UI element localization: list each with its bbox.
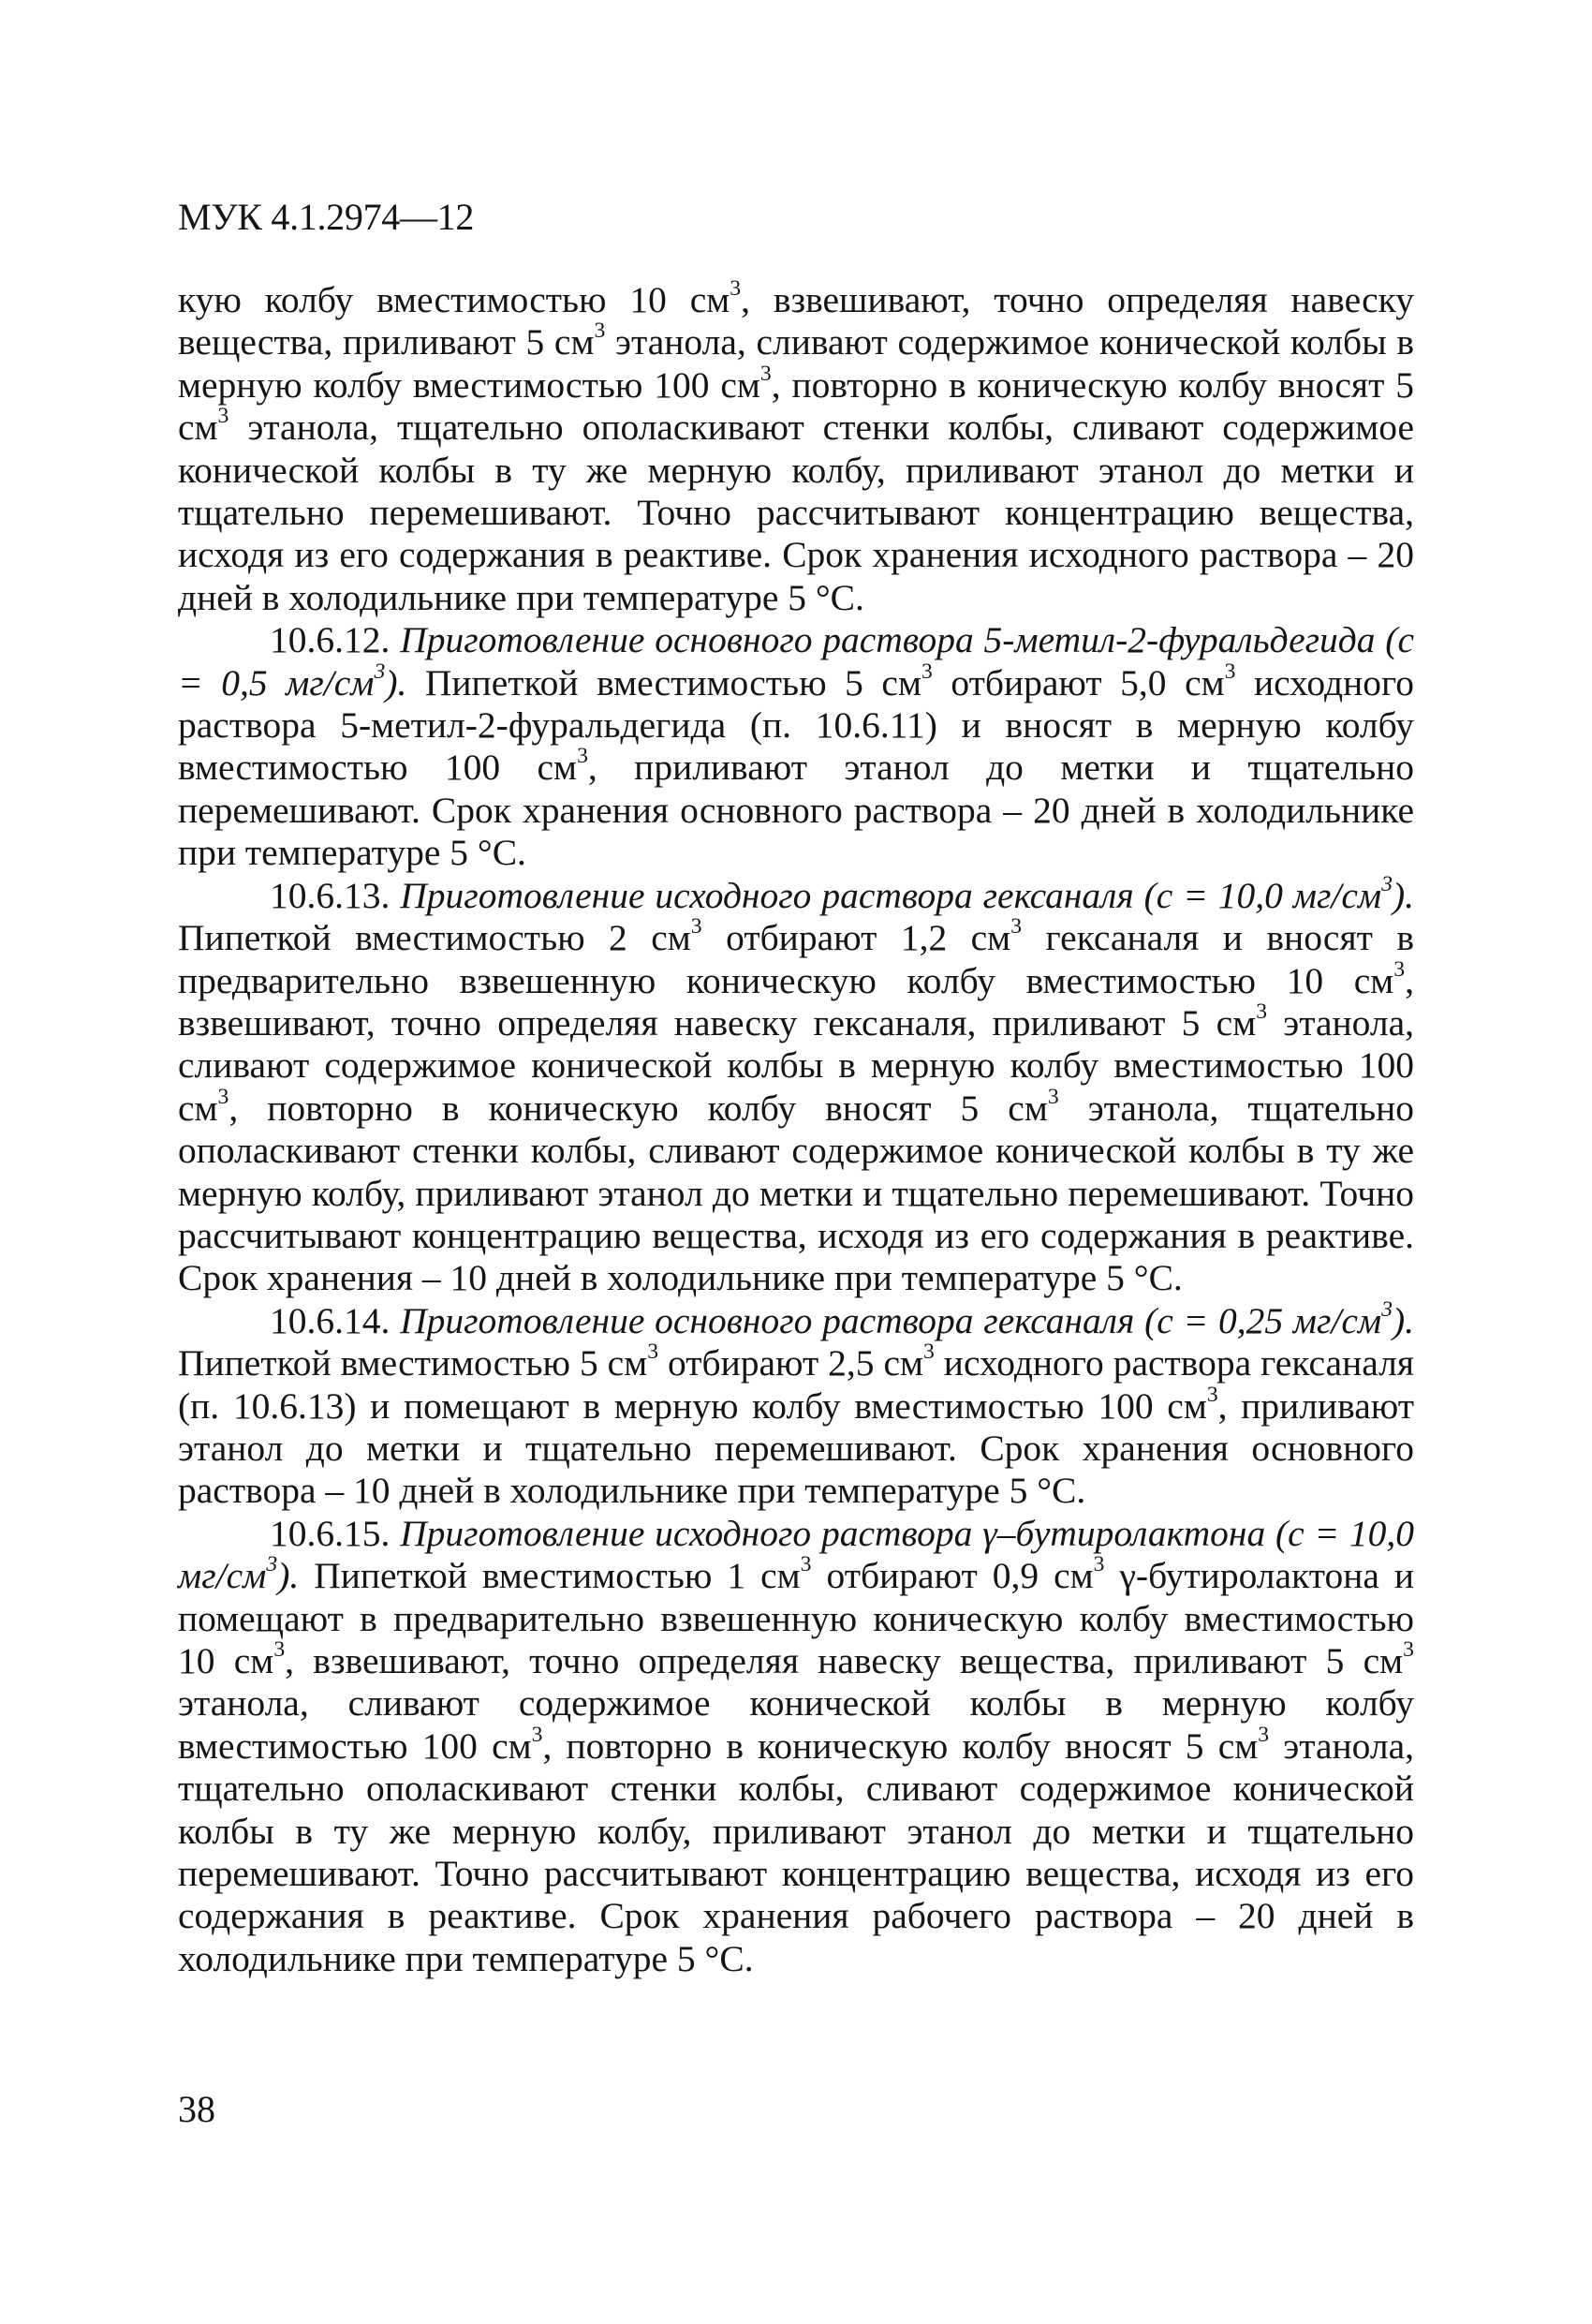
superscript: 3 [1224,659,1236,684]
superscript: 3 [1393,956,1406,982]
section-title-text: ). [1392,1299,1415,1341]
section-title [400,1296,1415,1341]
superscript: 3 [1256,999,1268,1025]
paragraph-text: , повторно в коническую колбу вносят 5 см [542,1724,1259,1767]
section-10-6-15 [178,1513,1414,1980]
section-number: 10.6.12. [270,619,401,661]
paragraph-text: этанола, тщательно ополаскивают стенки колбы, сливают содержимое конической колбы в ту же мерную колбу, приливают этанол до метки и тщательно перемешивают. Точно рассчитывают концентрацию вещества, исходя из его содержания в реактиве. Срок хранения – 10 дней в холодильнике при температуре 5 °С. [178,1087,1414,1299]
superscript: 3 [577,744,588,769]
document-code-header: МУК 4.1.2974—12 [178,196,475,238]
paragraph-text: отбирают 0,9 см [811,1555,1094,1597]
section-number: 10.6.13. [270,874,401,916]
section-title-text: Приготовление основного раствора 5-метил-2-фуральдегида (с = 0,5 мг/см [178,619,1414,703]
paragraph-text: этанола, сливают содержимое конической колбы в мерную колбу вместимостью 100 см [178,1682,1414,1767]
superscript: 3 [1381,1296,1393,1322]
section-number: 10.6.15. [270,1512,401,1554]
paragraph-text: Пипеткой вместимостью 5 см [178,1342,648,1384]
superscript: 3 [759,362,772,387]
paragraph-continuation [178,276,1415,619]
section-10-6-12 [178,619,1414,874]
section-10-6-13 [178,871,1415,1300]
paragraph-text: гексаналя и вносят в предварительно взвешенную коническую колбу вместимостью 10 см [178,917,1415,1001]
superscript: 3 [1047,1084,1059,1109]
paragraph-text: Пипеткой вместимостью 1 см [299,1555,801,1597]
superscript: 3 [1258,1723,1270,1748]
paragraph-text: , повторно в коническую колбу вносят 5 см [228,1087,1048,1129]
paragraph-text: этанола, тщательно ополаскивают стенки колбы, сливают содержимое конической колбы в ту же мерную колбу, приливают этанол до метки и тщательно перемешивают. Точно рассчитывают концентрацию вещества, исходя из его содержания в реактиве. Срок хранения исходного раствора – 20 дней в холодильнике при температуре 5 °С. [178,407,1414,618]
section-number: 10.6.14. [270,1299,401,1341]
superscript: 3 [921,659,933,684]
section-10-6-14 [178,1296,1415,1513]
paragraph-text: , взвешивают, точно определяя навеску гексаналя, приливают 5 см [178,959,1414,1044]
section-title-text: Приготовление исходного раствора гексаналя (с = 10,0 мг/см [400,874,1382,916]
superscript: 3 [647,1340,659,1365]
superscript: 3 [374,659,386,684]
superscript: 3 [690,914,702,940]
paragraph-text: этанола, сливают содержимое конической колбы в мерную колбу вместимостью 100 см [178,321,1415,406]
superscript: 3 [1093,1552,1105,1577]
paragraph-text: отбирают 5,0 см [932,661,1225,703]
paragraph-text: этанола, сливают содержимое конической колбы в мерную колбу вместимостью 100 см [178,1001,1415,1129]
superscript: 3 [923,1340,935,1365]
paragraph-text: , приливают этанол до метки и тщательно перемешивают. Срок хранения основного раствора – 20 дней в холодильнике при температуре 5 °С. [178,747,1414,874]
paragraph-text: Пипеткой вместимостью 5 см [406,661,921,703]
paragraph-text: , взвешивают, точно определяя навеску вещества, приливают 5 см [285,1640,1404,1681]
paragraph-text: кую колбу вместимостью 10 см [178,279,730,320]
paragraph-text: этанола, тщательно ополаскивают стенки колбы, сливают содержимое конической колбы в ту же мерную колбу, приливают этанол до метки и тщательно перемешивают. Точно рассчитывают концентрацию вещества, исходя из его содержания в реактиве. Срок хранения рабочего раствора – 20 дней в холодильнике при температуре 5 °С. [178,1724,1414,1979]
superscript: 3 [266,1552,278,1577]
superscript: 3 [217,1084,229,1109]
superscript: 3 [531,1723,543,1748]
paragraph-text: отбирают 1,2 см [701,917,1011,959]
section-title-text: ). [385,661,407,703]
paragraph-text: , взвешивают, точно определяя навеску вещества, приливают 5 см [178,279,1414,363]
section-title-text: ). [1392,874,1415,916]
paragraph-text: , приливают этанол до метки и тщательно перемешивают. Срок хранения основного раствора – 10 дней в холодильнике при температуре 5 °С. [178,1384,1414,1512]
superscript: 3 [730,276,742,302]
superscript: 3 [273,1637,286,1663]
section-title-text: Приготовление исходного раствора γ–бутиролактона (с = 10,0 мг/см [178,1512,1414,1597]
paragraph-text: γ-бутиролактона и помещают в предварительно взвешенную коническую колбу вместимостью 10 см [178,1555,1415,1681]
superscript: 3 [1010,914,1023,940]
superscript: 3 [1206,1382,1218,1407]
superscript: 3 [1403,1637,1414,1663]
superscript: 3 [800,1552,812,1577]
document-body [178,276,1415,1980]
section-title [400,871,1415,916]
page-number: 38 [178,2088,215,2130]
paragraph-text: отбирают 2,5 см [658,1342,924,1384]
section-title-text: ). [277,1555,300,1597]
superscript: 3 [217,404,229,429]
superscript: 3 [1381,871,1393,896]
paragraph-text: , повторно в коническую колбу вносят 5 см [178,363,1414,449]
superscript: 3 [594,318,606,344]
section-title-text: Приготовление основного раствора гексаналя (с = 0,25 мг/см [400,1299,1382,1341]
paragraph-text: исходного раствора гексаналя (п. 10.6.13) и помещают в мерную колбу вместимостью 100 см [178,1342,1414,1427]
paragraph-text: Пипеткой вместимостью 2 см [178,917,691,959]
paragraph-text: исходного раствора 5-метил-2-фуральдегида (п. 10.6.11) и вносят в мерную колбу вместимостью 100 см [178,661,1414,789]
